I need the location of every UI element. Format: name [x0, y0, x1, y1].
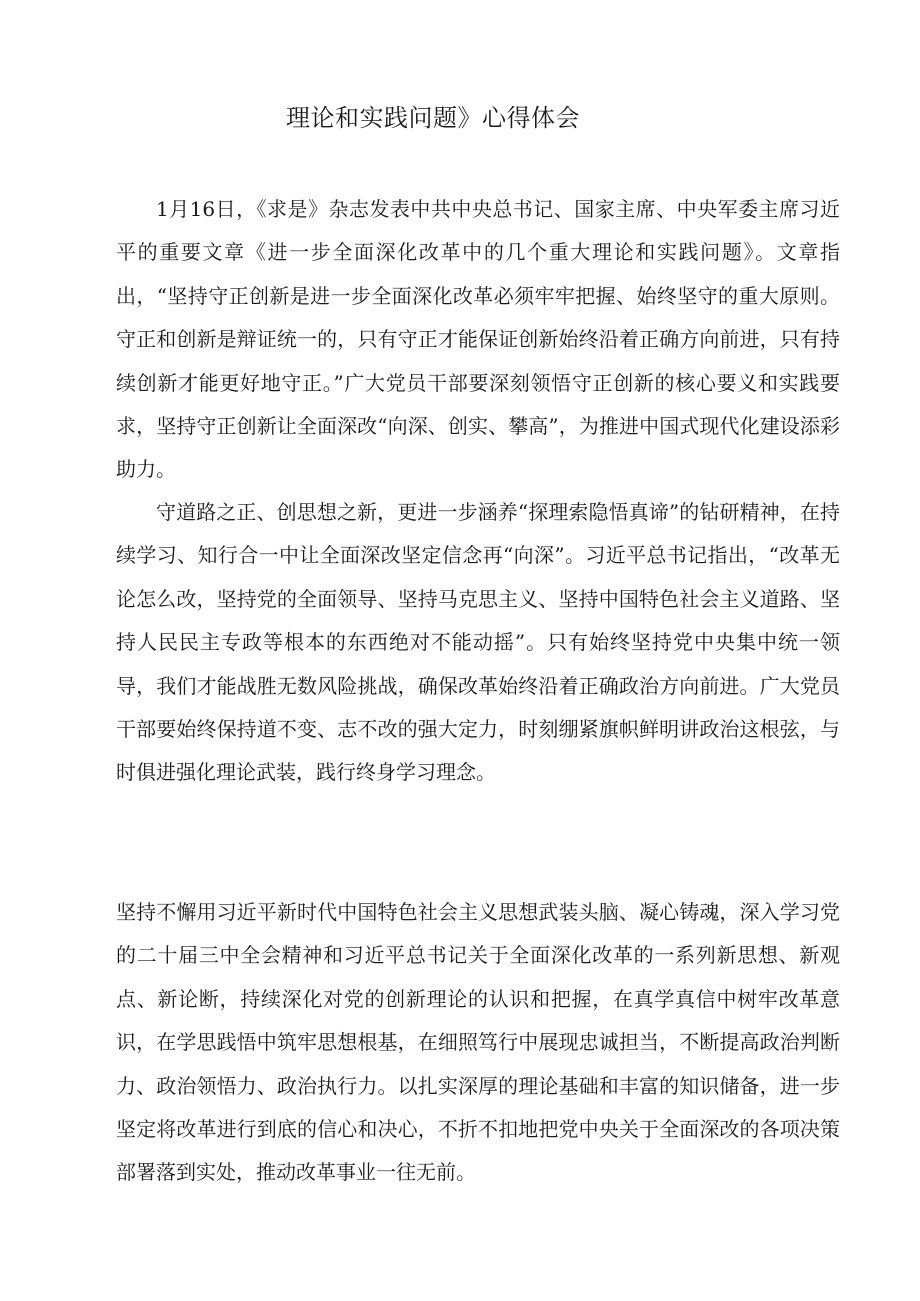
document-title: 理论和实践问题》心得体会 [286, 104, 580, 132]
paragraph-1: 1月16日，《求是》杂志发表中共中央总书记、国家主席、中央军委主席习近平的重要文章《进一步全面深化改革中的几个重大理论和实践问题》。文章指出，“坚持守正创新是进一步全面深化改革必须牢牢把握、始终坚守的重大原则。守正和创新是辩证统一的，只有守正才能保证创新始终沿着正确方向前进，只有持续创新才能更好地守正。”广大党员干部要深刻领悟守正创新的核心要义和实践要求，坚持守正创新让全面深改“向深、创实、攀高”，为推进中国式现代化建设添彩助力。 [116, 197, 840, 482]
paragraph-3: 坚持不懈用习近平新时代中国特色社会主义思想武装头脑、凝心铸魂，深入学习党的二十届三中全会精神和习近平总书记关于全面深化改革的一系列新思想、新观点、新论断，持续深化对党的创新理论的认识和把握，在真学真信中树牢改革意识，在学思践悟中筑牢思想根基，在细照笃行中展现忠诚担当，不断提高政治判断力、政治领悟力、政治执行力。以扎实深厚的理论基础和丰富的知识储备，进一步坚定将改革进行到底的信心和决心，不折不扣地把党中央关于全面深改的各项决策部署落到实处，推动改革事业一往无前。 [116, 900, 840, 1185]
paragraph-2: 守道路之正、创思想之新，更进一步涵养“探理索隐悟真谛”的钻研精神，在持续学习、知行合一中让全面深改坚定信念再“向深”。习近平总书记指出，“改革无论怎么改，坚持党的全面领导、坚持马克思主义、坚持中国特色社会主义道路、坚持人民民主专政等根本的东西绝对不能动摇”。只有始终坚持党中央集中统一领导，我们才能战胜无数风险挑战，确保改革始终沿着正确政治方向前进。广大党员干部要始终保持道不变、志不改的强大定力，时刻绷紧旗帜鲜明讲政治这根弦，与时俱进强化理论武装，践行终身学习理念。 [116, 500, 840, 785]
